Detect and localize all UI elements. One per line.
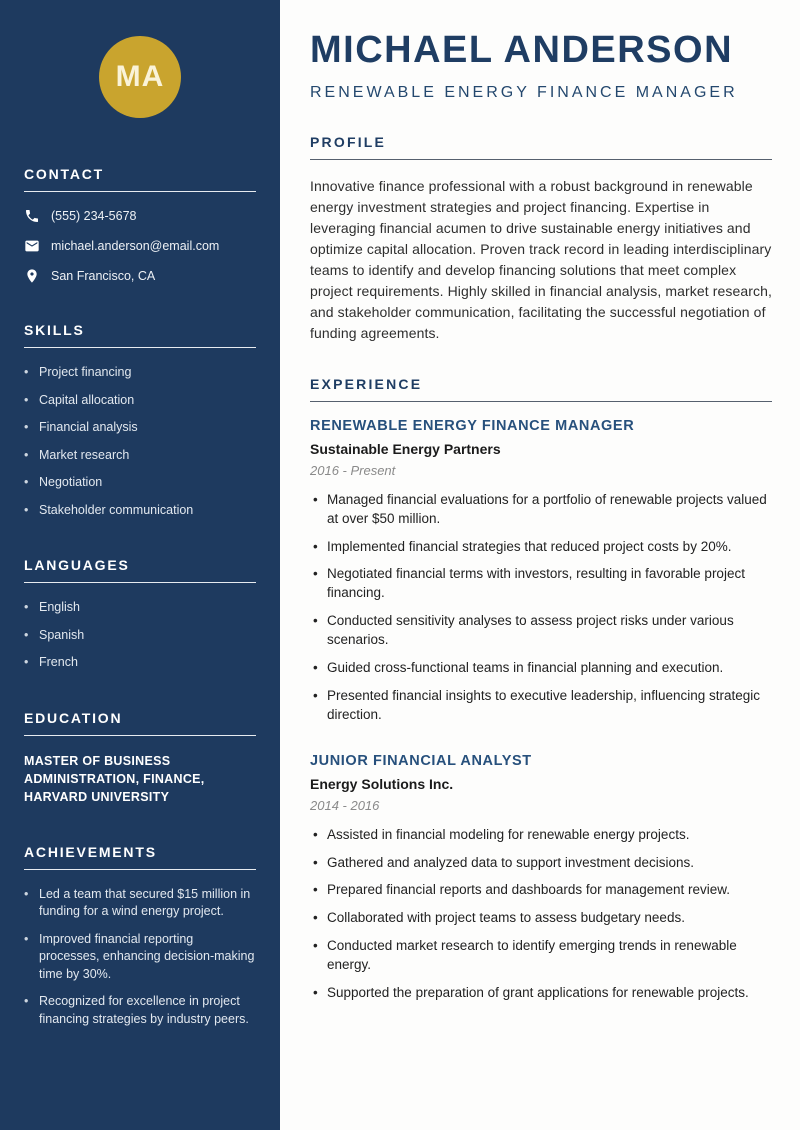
skill-item: • Negotiation bbox=[24, 474, 256, 492]
achievements-list bbox=[24, 886, 256, 1029]
language-item: • English bbox=[24, 599, 256, 617]
education-degree: MASTER OF BUSINESS ADMINISTRATION, FINANCE, HARVARD UNIVERSITY bbox=[24, 753, 205, 804]
job-bullet: • Gathered and analyzed data to support investment decisions. bbox=[310, 854, 772, 873]
job-bullet: • Presented financial insights to executive leadership, influencing strategic direction. bbox=[310, 687, 772, 725]
contact-email-text: michael.anderson@email.com bbox=[51, 239, 220, 253]
job-bullet: • Collaborated with project teams to assess budgetary needs. bbox=[310, 909, 772, 928]
experience-section bbox=[310, 376, 772, 1003]
avatar-initials: MA bbox=[115, 60, 165, 93]
job-bullet: • Supported the preparation of grant applications for renewable projects. bbox=[310, 984, 772, 1003]
job-dates: 2016 - Present bbox=[310, 462, 396, 478]
job-bullet: • Negotiated financial terms with investors, resulting in favorable project financing. bbox=[310, 565, 772, 603]
avatar bbox=[99, 36, 181, 118]
job-role: RENEWABLE ENERGY FINANCE MANAGER bbox=[310, 417, 635, 434]
skills-heading: SKILLS bbox=[24, 322, 256, 348]
languages-heading: LANGUAGES bbox=[24, 557, 256, 583]
contact-section bbox=[24, 166, 256, 284]
contact-heading: CONTACT bbox=[24, 166, 256, 192]
profile-text: Innovative finance professional with a robust background in renewable energy investment strategies and project financing. Expertise in leveraging financial acumen to drive sustainable energy initiatives and optimize capital allocation. Proven track record in leading interdisciplinary teams to identify and develop financing solutions that meet complex project requirements. Highly skilled in financial analysis, market research, and stakeholder communication, facilitating the successful negotiation of funding agreements. bbox=[310, 177, 773, 341]
experience-job bbox=[310, 753, 772, 1003]
sidebar bbox=[0, 0, 280, 1130]
job-company: Sustainable Energy Partners bbox=[310, 440, 501, 457]
experience-heading: EXPERIENCE bbox=[310, 376, 772, 402]
languages-list bbox=[24, 599, 256, 672]
education-section bbox=[24, 710, 256, 806]
language-item: • Spanish bbox=[24, 627, 256, 645]
job-bullet: • Conducted sensitivity analyses to assess project risks under various scenarios. bbox=[310, 612, 772, 650]
skills-list bbox=[24, 364, 256, 519]
achievement-item: • Led a team that secured $15 million in funding for a wind energy project. bbox=[24, 886, 256, 921]
contact-location-text: San Francisco, CA bbox=[51, 269, 156, 283]
contact-location bbox=[24, 268, 256, 284]
job-role: JUNIOR FINANCIAL ANALYST bbox=[310, 752, 532, 769]
skill-item: • Stakeholder communication bbox=[24, 502, 256, 520]
contact-phone-text: (555) 234-5678 bbox=[51, 209, 137, 223]
language-item: • French bbox=[24, 654, 256, 672]
achievement-item: • Recognized for excellence in project financing strategies by industry peers. bbox=[24, 993, 256, 1028]
job-bullet: • Conducted market research to identify emerging trends in renewable energy. bbox=[310, 937, 772, 975]
location-icon bbox=[24, 268, 40, 284]
profile-heading: PROFILE bbox=[310, 134, 772, 160]
skill-item: • Project financing bbox=[24, 364, 256, 382]
job-bullet: • Assisted in financial modeling for renewable energy projects. bbox=[310, 826, 772, 845]
skills-section bbox=[24, 322, 256, 519]
job-dates: 2014 - 2016 bbox=[310, 797, 380, 813]
profile-section bbox=[310, 134, 772, 344]
candidate-job-title: RENEWABLE ENERGY FINANCE MANAGER bbox=[310, 83, 738, 101]
skill-item: • Financial analysis bbox=[24, 419, 256, 437]
job-bullet: • Managed financial evaluations for a portfolio of renewable projects valued at over $50 million. bbox=[310, 491, 772, 529]
candidate-name: MICHAEL ANDERSON bbox=[310, 29, 734, 71]
contact-email bbox=[24, 238, 256, 254]
achievements-heading: ACHIEVEMENTS bbox=[24, 844, 256, 870]
skill-item: • Capital allocation bbox=[24, 392, 256, 410]
contact-phone bbox=[24, 208, 256, 224]
job-bullet-list bbox=[310, 826, 772, 1003]
avatar-wrap bbox=[24, 36, 256, 118]
job-bullet-list bbox=[310, 491, 772, 725]
skill-item: • Market research bbox=[24, 447, 256, 465]
main-content bbox=[280, 0, 800, 1130]
achievement-item: • Improved financial reporting processes, enhancing decision-making time by 30%. bbox=[24, 931, 256, 984]
phone-icon bbox=[24, 208, 40, 224]
job-bullet: • Guided cross-functional teams in financial planning and execution. bbox=[310, 659, 772, 678]
job-company: Energy Solutions Inc. bbox=[310, 775, 454, 792]
education-heading: EDUCATION bbox=[24, 710, 256, 736]
job-bullet: • Implemented financial strategies that reduced project costs by 20%. bbox=[310, 538, 772, 557]
achievements-section bbox=[24, 844, 256, 1029]
languages-section bbox=[24, 557, 256, 672]
job-bullet: • Prepared financial reports and dashboards for management review. bbox=[310, 881, 772, 900]
email-icon bbox=[24, 238, 40, 254]
experience-job bbox=[310, 418, 772, 725]
